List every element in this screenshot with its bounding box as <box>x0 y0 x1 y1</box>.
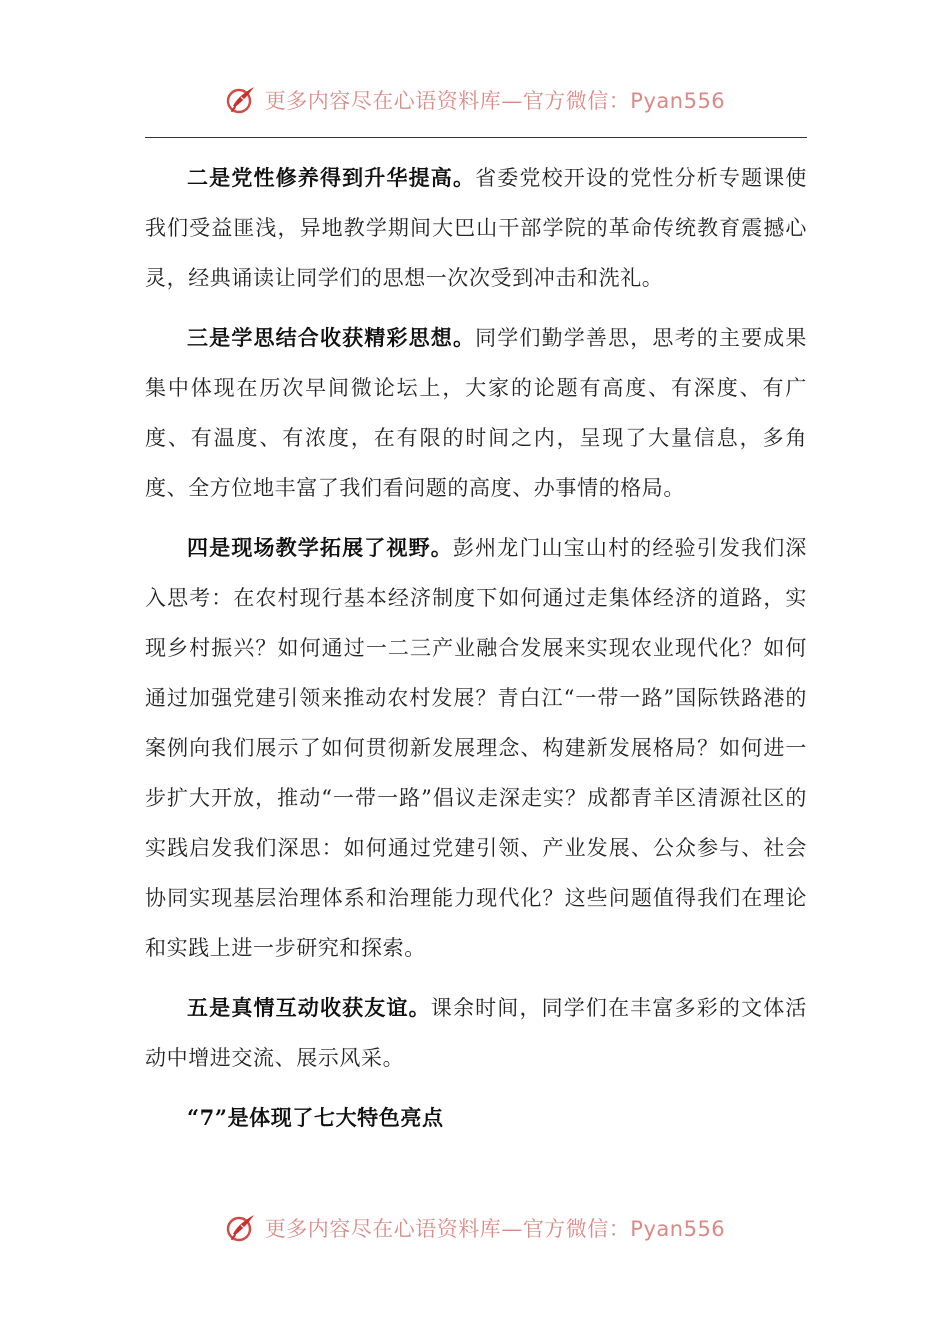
paragraph-lead: 四是现场教学拓展了视野。 <box>187 535 453 560</box>
header-brand-dash: — <box>501 89 523 113</box>
paragraph-lead: “7”是体现了七大特色亮点 <box>187 1105 444 1130</box>
paragraph-lead: 三是学思结合收获精彩思想。 <box>187 325 476 350</box>
header-brand-text <box>265 85 725 115</box>
pen-logo-icon <box>225 84 257 116</box>
footer-brand-dash: — <box>501 1217 523 1241</box>
paragraph-body: 课余时间，同学们在丰富多彩的文体活动中增进交流、展示风采。 <box>145 996 807 1070</box>
footer-brand-wechat: 官方微信：Pyan556 <box>522 1217 726 1241</box>
section-heading-seven-highlights <box>145 1093 807 1143</box>
footer-brand-text <box>265 1213 725 1243</box>
footer-brand-main: 更多内容尽在心语资料库 <box>264 1217 502 1241</box>
header-brand-main: 更多内容尽在心语资料库 <box>264 89 502 113</box>
header-brand-wechat: 官方微信：Pyan556 <box>522 89 726 113</box>
paragraph-lead: 二是党性修养得到升华提高。 <box>187 165 476 190</box>
paragraph-body: 省委党校开设的党性分析专题课使我们受益匪浅，异地教学期间大巴山干部学院的革命传统教育震撼心灵，经典诵读让同学们的思想一次次受到冲击和洗礼。 <box>145 166 807 290</box>
document-body <box>145 153 807 1153</box>
page-footer <box>0 1212 950 1244</box>
paragraph-body: 彭州龙门山宝山村的经验引发我们深入思考：在农村现行基本经济制度下如何通过走集体经济的道路，实现乡村振兴？如何通过一二三产业融合发展来实现农业现代化？如何通过加强党建引领来推动农村发展？青白江“一带一路”国际铁路港的案例向我们展示了如何贯彻新发展理念、构建新发展格局？如何进一步扩大开放，推动“一带一路”倡议走深走实？成都青羊区清源社区的实践启发我们深思：如何通过党建引领、产业发展、公众参与、社会协同实现基层治理体系和治理能力现代化？这些问题值得我们在理论和实践上进一步研究和探索。 <box>145 536 807 960</box>
header-divider <box>145 137 807 138</box>
pen-logo-icon <box>225 1212 257 1244</box>
paragraph-field-teaching <box>145 523 807 973</box>
page-header <box>0 84 950 116</box>
paragraph-lead: 五是真情互动收获友谊。 <box>187 995 431 1020</box>
paragraph-party-spirit <box>145 153 807 303</box>
paragraph-learning-thinking <box>145 313 807 513</box>
paragraph-friendship <box>145 983 807 1083</box>
paragraph-body: 同学们勤学善思，思考的主要成果集中体现在历次早间微论坛上，大家的论题有高度、有深度、有广度、有温度、有浓度，在有限的时间之内，呈现了大量信息，多角度、全方位地丰富了我们看问题的高度、办事情的格局。 <box>145 326 807 500</box>
